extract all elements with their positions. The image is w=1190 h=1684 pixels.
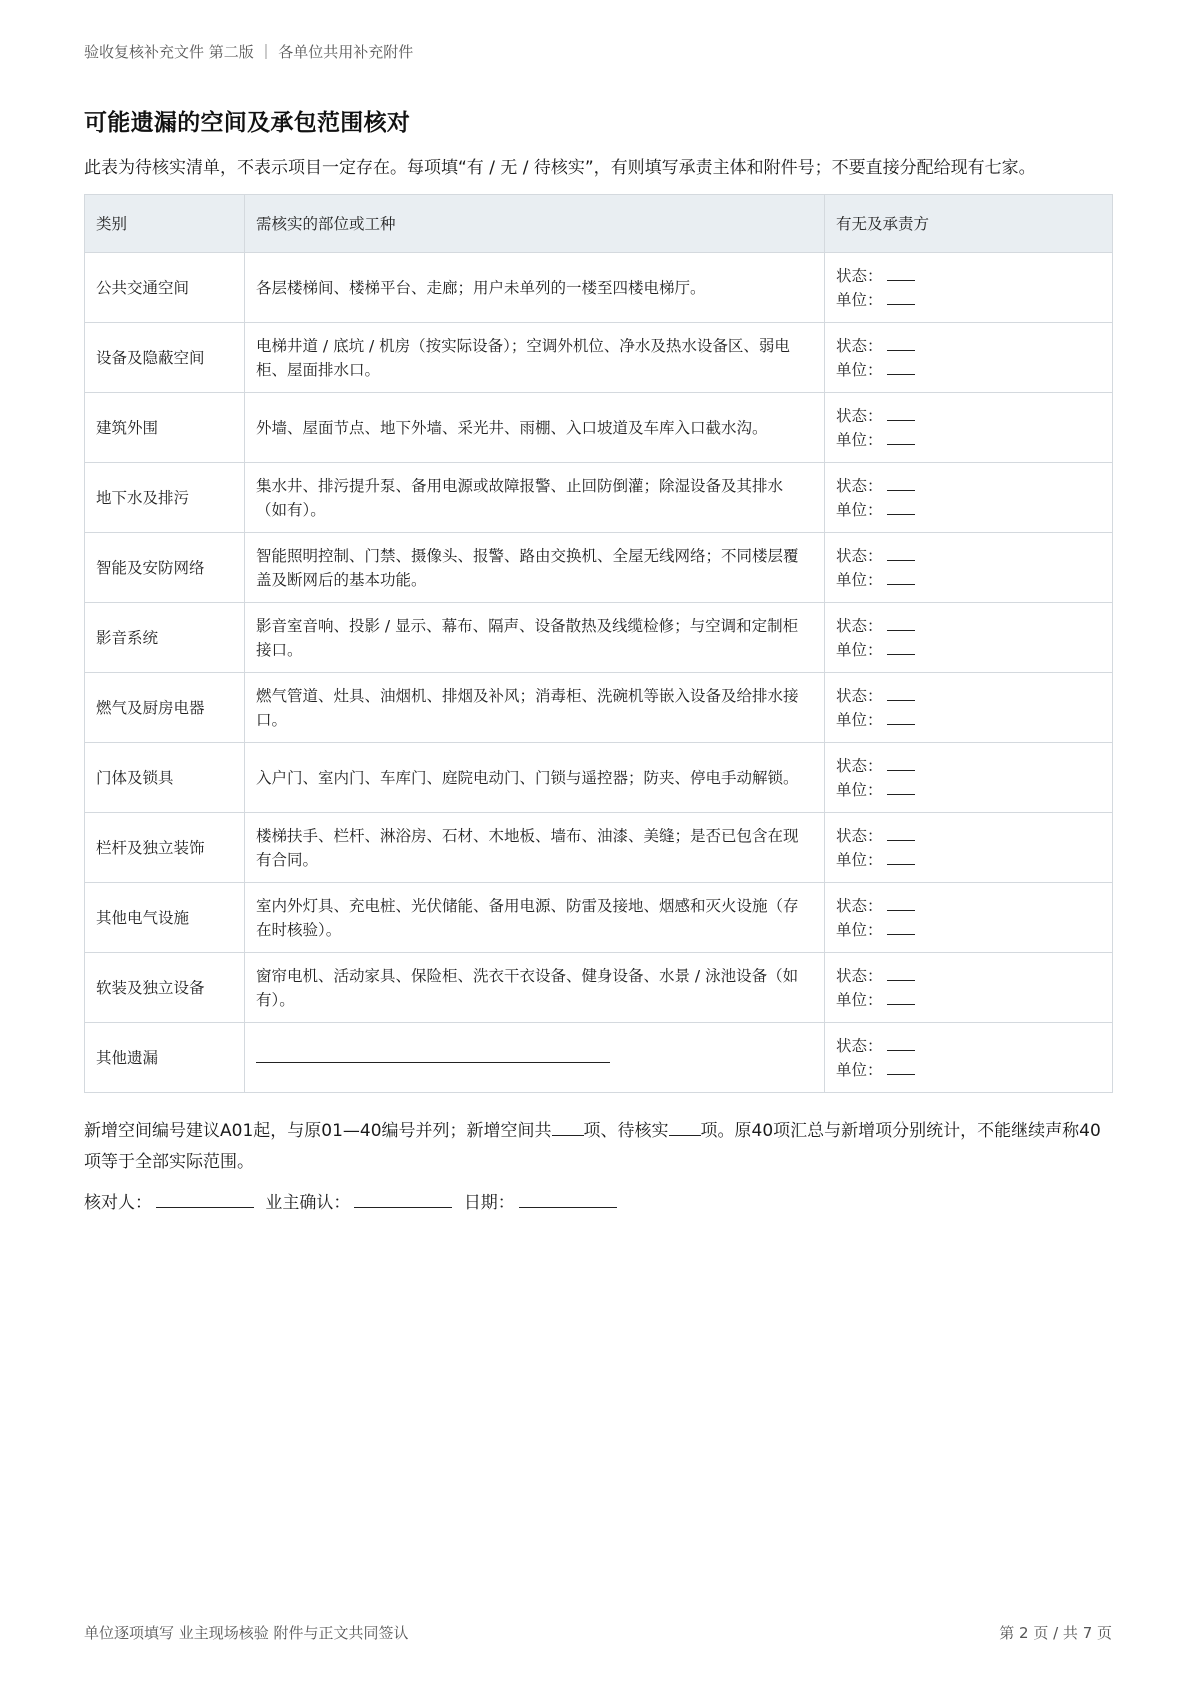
row-category: 影音系统 bbox=[85, 603, 245, 673]
status-line bbox=[836, 334, 1101, 358]
unit-blank[interactable] bbox=[887, 360, 915, 375]
row-status-cell bbox=[825, 603, 1113, 673]
unit-line bbox=[836, 358, 1101, 382]
status-line bbox=[836, 684, 1101, 708]
status-line bbox=[836, 1034, 1101, 1058]
intro-paragraph: 此表为待核实清单，不表示项目一定存在。每项填“有 / 无 / 待核实”，有则填写承责主体和附件号；不要直接分配给现有七家。 bbox=[84, 158, 1036, 178]
unit-blank[interactable] bbox=[887, 990, 915, 1005]
status-blank[interactable] bbox=[887, 686, 915, 701]
row-category: 设备及隐蔽空间 bbox=[85, 323, 245, 393]
status-label: 状态： bbox=[836, 896, 883, 915]
status-line bbox=[836, 264, 1101, 288]
unit-blank[interactable] bbox=[887, 640, 915, 655]
status-line bbox=[836, 754, 1101, 778]
unit-line bbox=[836, 918, 1101, 942]
owner-confirm-label: 业主确认： bbox=[265, 1193, 351, 1213]
row-category: 门体及锁具 bbox=[85, 743, 245, 813]
checker-label: 核对人： bbox=[84, 1193, 152, 1213]
table-row bbox=[85, 323, 1113, 393]
table-row bbox=[85, 603, 1113, 673]
summary-text-part-3: 项。原40项汇总与新增项分别统计，不能继续声称40项等于全部实际范围。 bbox=[84, 1121, 1101, 1172]
table-row bbox=[85, 253, 1113, 323]
row-status-cell bbox=[825, 813, 1113, 883]
unit-blank[interactable] bbox=[887, 500, 915, 515]
summary-text-part-1: 新增空间编号建议A01起，与原01—40编号并列；新增空间共 bbox=[84, 1121, 552, 1141]
row-category: 其他电气设施 bbox=[85, 883, 245, 953]
row-scope: 窗帘电机、活动家具、保险柜、洗衣干衣设备、健身设备、水景 / 泳池设备（如有）。 bbox=[245, 953, 825, 1023]
status-label: 状态： bbox=[836, 966, 883, 985]
running-header: 验收复核补充文件 第二版 ｜ 各单位共用补充附件 bbox=[84, 43, 414, 61]
row-status-cell bbox=[825, 1023, 1113, 1093]
row-scope: 外墙、屋面节点、地下外墙、采光井、雨棚、入口坡道及车库入口截水沟。 bbox=[245, 393, 825, 463]
status-blank[interactable] bbox=[887, 406, 915, 421]
row-status-cell bbox=[825, 463, 1113, 533]
status-line bbox=[836, 894, 1101, 918]
unit-blank[interactable] bbox=[887, 570, 915, 585]
owner-signature-blank[interactable] bbox=[354, 1191, 452, 1208]
unit-label: 单位： bbox=[836, 990, 883, 1009]
status-blank[interactable] bbox=[887, 546, 915, 561]
status-blank[interactable] bbox=[887, 266, 915, 281]
unit-blank[interactable] bbox=[887, 290, 915, 305]
status-line bbox=[836, 474, 1101, 498]
page-title: 可能遗漏的空间及承包范围核对 bbox=[84, 110, 411, 136]
row-category: 智能及安防网络 bbox=[85, 533, 245, 603]
status-blank[interactable] bbox=[887, 966, 915, 981]
row-category: 栏杆及独立装饰 bbox=[85, 813, 245, 883]
status-line bbox=[836, 964, 1101, 988]
unit-line bbox=[836, 988, 1101, 1012]
unit-label: 单位： bbox=[836, 570, 883, 589]
unit-label: 单位： bbox=[836, 430, 883, 449]
table-row bbox=[85, 953, 1113, 1023]
signoff-line bbox=[84, 1188, 623, 1213]
status-label: 状态： bbox=[836, 546, 883, 565]
table-row bbox=[85, 463, 1113, 533]
unit-label: 单位： bbox=[836, 360, 883, 379]
table-row bbox=[85, 813, 1113, 883]
unit-label: 单位： bbox=[836, 1060, 883, 1079]
status-label: 状态： bbox=[836, 406, 883, 425]
status-label: 状态： bbox=[836, 1036, 883, 1055]
unit-label: 单位： bbox=[836, 500, 883, 519]
unit-line bbox=[836, 498, 1101, 522]
status-line bbox=[836, 544, 1101, 568]
unit-line bbox=[836, 638, 1101, 662]
other-omission-blank[interactable] bbox=[256, 1048, 610, 1063]
unit-blank[interactable] bbox=[887, 1060, 915, 1075]
table-body bbox=[85, 253, 1113, 1093]
row-status-cell bbox=[825, 393, 1113, 463]
table-header-row bbox=[85, 195, 1113, 253]
row-category: 燃气及厨房电器 bbox=[85, 673, 245, 743]
row-scope: 楼梯扶手、栏杆、淋浴房、石材、木地板、墙布、油漆、美缝；是否已包含在现有合同。 bbox=[245, 813, 825, 883]
document-page bbox=[84, 0, 1112, 1684]
column-header-category: 类别 bbox=[85, 195, 245, 253]
row-scope: 各层楼梯间、楼梯平台、走廊；用户未单列的一楼至四楼电梯厅。 bbox=[245, 253, 825, 323]
unit-label: 单位： bbox=[836, 850, 883, 869]
table-row bbox=[85, 673, 1113, 743]
status-blank[interactable] bbox=[887, 336, 915, 351]
unit-line bbox=[836, 1058, 1101, 1082]
unit-blank[interactable] bbox=[887, 430, 915, 445]
row-scope: 入户门、室内门、车库门、庭院电动门、门锁与遥控器；防夹、停电手动解锁。 bbox=[245, 743, 825, 813]
row-category: 软装及独立设备 bbox=[85, 953, 245, 1023]
row-category: 建筑外围 bbox=[85, 393, 245, 463]
row-status-cell bbox=[825, 883, 1113, 953]
status-label: 状态： bbox=[836, 826, 883, 845]
table-row bbox=[85, 883, 1113, 953]
page-number: 第 2 页 / 共 7 页 bbox=[999, 1624, 1112, 1642]
unit-label: 单位： bbox=[836, 290, 883, 309]
status-blank[interactable] bbox=[887, 896, 915, 911]
summary-text-part-2: 项、待核实 bbox=[583, 1121, 669, 1141]
row-scope: 燃气管道、灶具、油烟机、排烟及补风；消毒柜、洗碗机等嵌入设备及给排水接口。 bbox=[245, 673, 825, 743]
unit-blank[interactable] bbox=[887, 850, 915, 865]
table-row bbox=[85, 393, 1113, 463]
row-status-cell bbox=[825, 253, 1113, 323]
status-blank[interactable] bbox=[887, 756, 915, 771]
unit-blank[interactable] bbox=[887, 780, 915, 795]
row-status-cell bbox=[825, 533, 1113, 603]
row-status-cell bbox=[825, 323, 1113, 393]
status-label: 状态： bbox=[836, 616, 883, 635]
status-line bbox=[836, 824, 1101, 848]
unit-blank[interactable] bbox=[887, 710, 915, 725]
unit-line bbox=[836, 428, 1101, 452]
status-blank[interactable] bbox=[887, 476, 915, 491]
unit-blank[interactable] bbox=[887, 920, 915, 935]
unit-line bbox=[836, 848, 1101, 872]
new-items-count-blank[interactable] bbox=[552, 1119, 584, 1136]
status-label: 状态： bbox=[836, 476, 883, 495]
row-scope: 集水井、排污提升泵、备用电源或故障报警、止回防倒灌；除湿设备及其排水（如有）。 bbox=[245, 463, 825, 533]
footer-note: 单位逐项填写 业主现场核验 附件与正文共同签认 bbox=[84, 1624, 409, 1642]
unit-line bbox=[836, 708, 1101, 732]
column-header-scope: 需核实的部位或工种 bbox=[245, 195, 825, 253]
row-category: 其他遗漏 bbox=[85, 1023, 245, 1093]
scope-check-table bbox=[84, 194, 1113, 1093]
row-scope: 电梯井道 / 底坑 / 机房（按实际设备）；空调外机位、净水及热水设备区、弱电柜、屋面排水口。 bbox=[245, 323, 825, 393]
row-status-cell bbox=[825, 743, 1113, 813]
status-blank[interactable] bbox=[887, 1036, 915, 1051]
pending-items-count-blank[interactable] bbox=[669, 1119, 701, 1136]
status-blank[interactable] bbox=[887, 826, 915, 841]
unit-line bbox=[836, 778, 1101, 802]
row-status-cell bbox=[825, 953, 1113, 1023]
row-category: 公共交通空间 bbox=[85, 253, 245, 323]
row-scope bbox=[245, 1023, 825, 1093]
status-label: 状态： bbox=[836, 756, 883, 775]
table-row bbox=[85, 743, 1113, 813]
checker-signature-blank[interactable] bbox=[156, 1191, 254, 1208]
summary-paragraph bbox=[84, 1116, 1114, 1178]
table-row bbox=[85, 533, 1113, 603]
unit-label: 单位： bbox=[836, 780, 883, 799]
status-label: 状态： bbox=[836, 336, 883, 355]
status-line bbox=[836, 404, 1101, 428]
row-scope: 室内外灯具、充电桩、光伏储能、备用电源、防雷及接地、烟感和灭火设施（存在时核验）。 bbox=[245, 883, 825, 953]
unit-label: 单位： bbox=[836, 710, 883, 729]
row-scope: 影音室音响、投影 / 显示、幕布、隔声、设备散热及线缆检修；与空调和定制柜接口。 bbox=[245, 603, 825, 673]
row-status-cell bbox=[825, 673, 1113, 743]
status-label: 状态： bbox=[836, 266, 883, 285]
unit-line bbox=[836, 288, 1101, 312]
unit-label: 单位： bbox=[836, 640, 883, 659]
status-line bbox=[836, 614, 1101, 638]
row-category: 地下水及排污 bbox=[85, 463, 245, 533]
table-row bbox=[85, 1023, 1113, 1093]
column-header-status: 有无及承责方 bbox=[825, 195, 1113, 253]
date-blank[interactable] bbox=[519, 1191, 617, 1208]
status-blank[interactable] bbox=[887, 616, 915, 631]
date-label: 日期： bbox=[463, 1193, 515, 1213]
status-label: 状态： bbox=[836, 686, 883, 705]
unit-line bbox=[836, 568, 1101, 592]
row-scope: 智能照明控制、门禁、摄像头、报警、路由交换机、全屋无线网络；不同楼层覆盖及断网后的基本功能。 bbox=[245, 533, 825, 603]
unit-label: 单位： bbox=[836, 920, 883, 939]
